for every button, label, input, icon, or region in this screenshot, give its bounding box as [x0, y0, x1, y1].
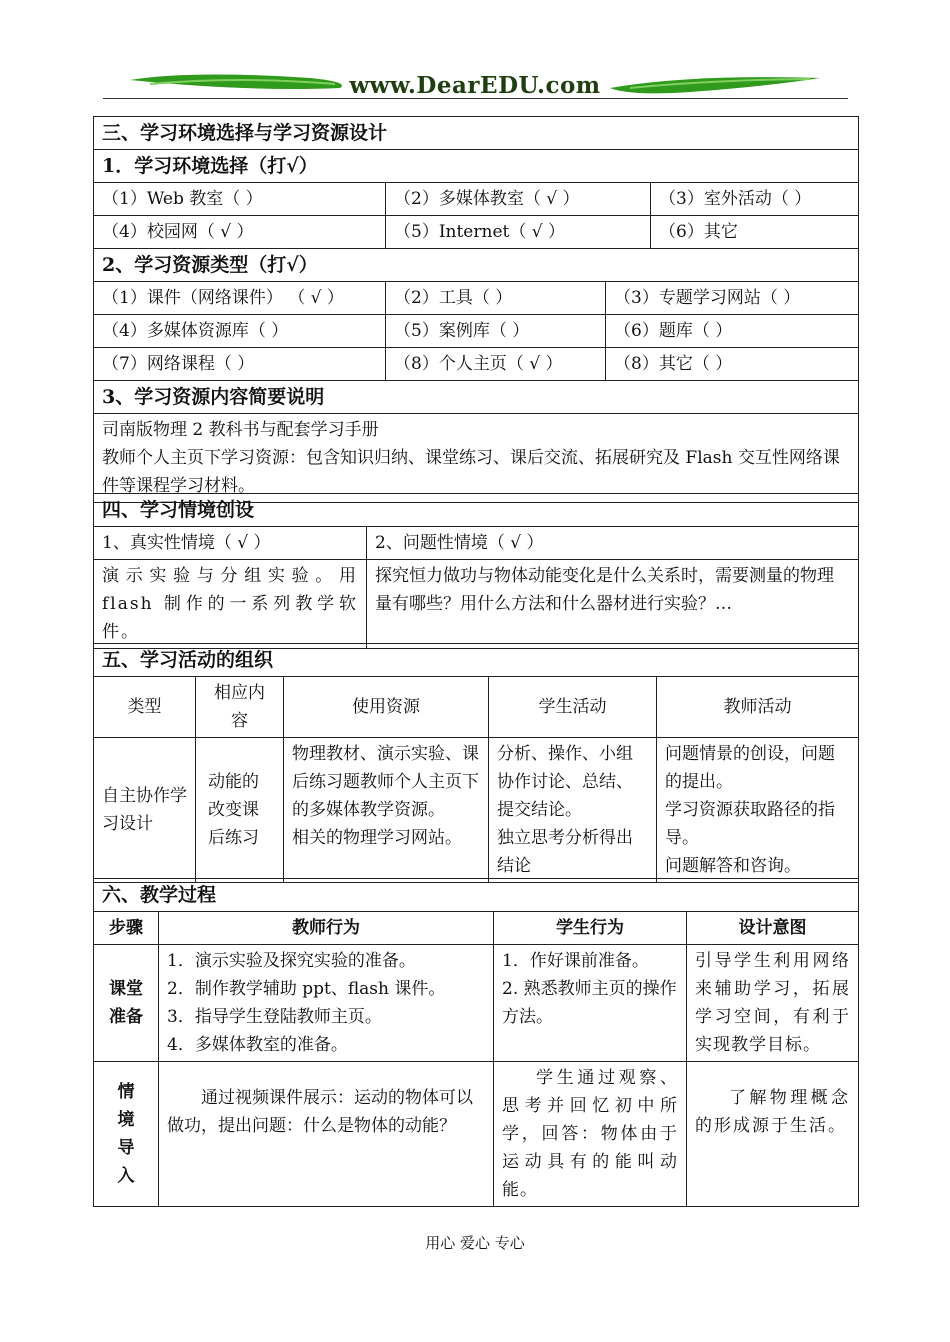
teacher-line-2: 学习资源获取路径的指导。	[665, 800, 835, 848]
problem-situation-head: 2、问题性情境（ √ ）	[367, 527, 859, 560]
res-other: （8）其它（ ）	[606, 348, 859, 381]
teacher-line-1: 问题情景的创设，问题的提出。	[665, 744, 835, 792]
problem-situation-body: 探究恒力做功与物体动能变化是什么关系时，需要测量的物理量有哪些？用什么方法和什么器材进行实验？…	[367, 560, 859, 649]
prep-student-1: 1．作好课前准备。	[502, 951, 649, 971]
site-logo-text: www.DearEDU.com	[349, 72, 601, 99]
env-option-multimedia: （2）多媒体教室（ √ ）	[386, 183, 651, 216]
step-header: 步骤	[94, 912, 159, 945]
step-intro: 情境导入	[94, 1062, 159, 1207]
col-teacher-header: 教师活动	[657, 677, 859, 738]
desc-line-2: 教师个人主页下学习资源：包含知识归纳、课堂练习、课后交流、拓展研究及 Flash 交互性网络课件等课程学习材料。	[102, 448, 840, 496]
prep-student-2: 2. 熟悉教师主页的操作方法。	[502, 979, 677, 1027]
step-prep: 课堂准备	[94, 945, 159, 1062]
section5-title: 五、学习活动的组织	[94, 644, 859, 677]
header-rule	[103, 98, 848, 99]
section3-table	[93, 116, 859, 503]
env-option-web: （1）Web 教室（ ）	[94, 183, 386, 216]
resource-title: 2、学习资源类型（打√）	[94, 249, 859, 282]
section3-title: 三、学习环境选择与学习资源设计	[94, 117, 859, 150]
design-intent-header: 设计意图	[687, 912, 859, 945]
section4-table	[93, 493, 859, 649]
prep-teacher-2: 2．制作教学辅助 ppt、flash 课件。	[167, 979, 446, 999]
col-type-header: 类型	[94, 677, 196, 738]
resources-line-1: 物理教材、演示实验、课后练习题教师个人主页下的多媒体教学资源。	[292, 744, 479, 820]
res-website: （3）专题学习网站（ ）	[606, 282, 859, 315]
student-line-1: 分析、操作、小组协作讨论、总结、提交结论。	[497, 744, 633, 820]
desc-body	[94, 414, 859, 503]
col-resources-header: 使用资源	[284, 677, 489, 738]
res-media-library: （4）多媒体资源库（ ）	[94, 315, 386, 348]
env-option-internet: （5）Internet（ √ ）	[386, 216, 651, 249]
res-homepage: （8）个人主页（ √ ）	[386, 348, 606, 381]
real-situation-head: 1、真实性情境（ √ ）	[94, 527, 367, 560]
student-behavior-header: 学生行为	[494, 912, 687, 945]
col-student-header: 学生活动	[489, 677, 657, 738]
intro-intent: 了解物理概念的形成源于生活。	[687, 1062, 859, 1207]
desc-title: 3、学习资源内容简要说明	[94, 381, 859, 414]
prep-teacher-4: 4．多媒体教室的准备。	[167, 1035, 348, 1055]
intro-student: 学生通过观察、思考并回忆初中所学，回答：物体由于运动具有的能叫动能。	[494, 1062, 687, 1207]
env-option-campus: （4）校园网（ √ ）	[94, 216, 386, 249]
section5-table	[93, 643, 859, 883]
res-case-library: （5）案例库（ ）	[386, 315, 606, 348]
intro-teacher: 通过视频课件展示：运动的物体可以做功，提出问题：什么是物体的动能？	[159, 1062, 494, 1207]
activity-teacher	[657, 738, 859, 883]
student-line-2: 独立思考分析得出结论	[497, 828, 633, 876]
activity-student	[489, 738, 657, 883]
footer-slogan: 用心 爱心 专心	[425, 1234, 525, 1252]
desc-line-1: 司南版物理 2 教科书与配套学习手册	[102, 420, 379, 440]
teacher-line-3: 问题解答和咨询。	[665, 856, 801, 876]
activity-content: 动能的改变课后练习	[196, 738, 284, 883]
resources-line-2: 相关的物理学习网站。	[292, 828, 462, 848]
res-courseware: （1）课件（网络课件） （ √ ）	[94, 282, 386, 315]
prep-student	[494, 945, 687, 1062]
prep-teacher-3: 3．指导学生登陆教师主页。	[167, 1007, 382, 1027]
env-title: 1．学习环境选择（打√）	[94, 150, 859, 183]
activity-resources	[284, 738, 489, 883]
col-content-header: 相应内容	[196, 677, 284, 738]
prep-teacher-1: 1．演示实验及探究实验的准备。	[167, 951, 416, 971]
res-question-bank: （6）题库（ ）	[606, 315, 859, 348]
prep-intent: 引导学生利用网络来辅助学习，拓展学习空间，有利于实现教学目标。	[687, 945, 859, 1062]
res-tools: （2）工具（ ）	[386, 282, 606, 315]
env-option-other: （6）其它	[651, 216, 859, 249]
env-option-outdoor: （3）室外活动（ ）	[651, 183, 859, 216]
section6-table	[93, 878, 859, 1207]
teacher-behavior-header: 教师行为	[159, 912, 494, 945]
section4-title: 四、学习情境创设	[94, 494, 859, 527]
prep-teacher	[159, 945, 494, 1062]
real-situation-body: 演示实验与分组实验。用 flash 制作的一系列教学软件。	[94, 560, 367, 649]
res-online-course: （7）网络课程（ ）	[94, 348, 386, 381]
section6-title: 六、教学过程	[94, 879, 859, 912]
activity-type: 自主协作学习设计	[94, 738, 196, 883]
